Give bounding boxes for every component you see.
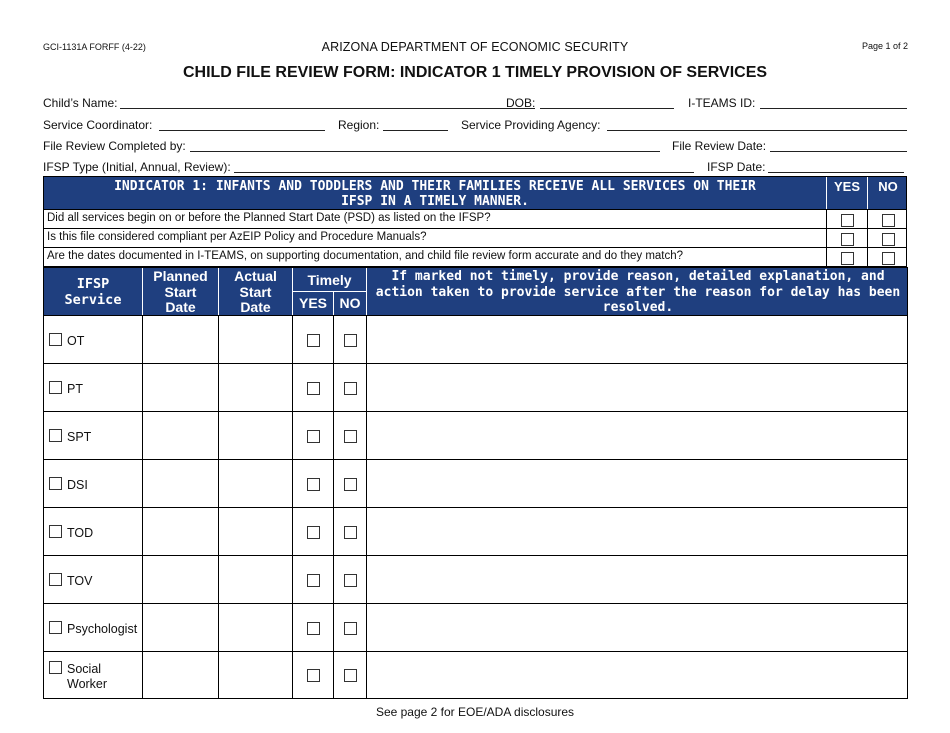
col-ifsp-service-line2: Service: [64, 292, 122, 308]
service-label-pt: PT: [67, 382, 83, 396]
indicator-question: Are the dates documented in I-TEAMS, on supporting documentation, and child file review form accurate and do they match?: [47, 250, 684, 262]
field-row-4: [43, 160, 907, 176]
service-dsi-checkbox[interactable]: [49, 477, 62, 490]
col-reason-line3: resolved.: [602, 300, 674, 315]
region-label: Region:: [338, 118, 380, 132]
social-worker-timely-no-checkbox[interactable]: [344, 669, 357, 682]
service-label-dsi: DSI: [67, 478, 88, 492]
tod-timely-no-checkbox[interactable]: [344, 526, 357, 539]
service-pt-checkbox[interactable]: [49, 381, 62, 394]
indicator-heading-line1: INDICATOR 1: INFANTS AND TODDLERS AND THEIR FAMILIES RECEIVE ALL SERVICES ON THEIR: [114, 179, 756, 194]
services-table: [43, 267, 908, 699]
service-ot-checkbox[interactable]: [49, 333, 62, 346]
service-label-worker: Worker: [67, 677, 108, 691]
service-label-social: Social: [67, 662, 102, 676]
question-1-yes-checkbox[interactable]: [841, 214, 854, 227]
service-label-psychologist: Psychologist: [67, 622, 138, 636]
service-label-ot: OT: [67, 334, 85, 348]
col-actual-line3: Date: [240, 299, 271, 315]
file-review-date-label: File Review Date:: [672, 139, 767, 153]
ifsp-type-field[interactable]: [234, 172, 694, 173]
service-social-worker-checkbox[interactable]: [49, 661, 62, 674]
col-timely-yes: YES: [298, 295, 327, 311]
dob-label: DOB:: [506, 96, 536, 110]
col-actual-line1: Actual: [234, 268, 277, 284]
col-timely-no: NO: [339, 295, 361, 311]
ot-timely-yes-checkbox[interactable]: [307, 334, 320, 347]
file-review-completed-field[interactable]: [190, 151, 660, 152]
iteams-id-field[interactable]: [760, 108, 907, 109]
indicator-no-header: NO: [878, 179, 898, 194]
col-planned-line1: Planned: [153, 268, 208, 284]
form-id: GCI-1131A FORFF (4-22): [43, 42, 146, 52]
col-actual-line2: Start: [239, 283, 272, 300]
service-coordinator-label: Service Coordinator:: [43, 118, 153, 132]
service-agency-field[interactable]: [607, 130, 907, 131]
page-title: CHILD FILE REVIEW FORM: INDICATOR 1 TIMELY PROVISION OF SERVICES: [182, 64, 768, 81]
question-2-no-checkbox[interactable]: [882, 233, 895, 246]
indicator-heading: [44, 177, 906, 209]
col-planned-line3: Date: [165, 299, 196, 315]
service-coordinator-field[interactable]: [159, 130, 325, 131]
indicator-yes-header: YES: [833, 179, 860, 194]
question-2-yes-checkbox[interactable]: [841, 233, 854, 246]
social-worker-timely-yes-checkbox[interactable]: [307, 669, 320, 682]
service-spt-checkbox[interactable]: [49, 429, 62, 442]
ifsp-date-field[interactable]: [768, 172, 904, 173]
tod-timely-yes-checkbox[interactable]: [307, 526, 320, 539]
ifsp-date-label: IFSP Date:: [707, 160, 766, 174]
indicator-question: Did all services begin on or before the Planned Start Date (PSD) as listed on the IFSP?: [47, 212, 491, 224]
child-name-field[interactable]: [120, 108, 535, 109]
pt-timely-yes-checkbox[interactable]: [307, 382, 320, 395]
indicator-heading-line2: IFSP IN A TIMELY MANNER.: [341, 194, 529, 209]
service-psychologist-checkbox[interactable]: [49, 621, 62, 634]
service-tod-checkbox[interactable]: [49, 525, 62, 538]
file-review-date-field[interactable]: [770, 151, 907, 152]
service-agency-label: Service Providing Agency:: [461, 118, 601, 132]
spt-timely-yes-checkbox[interactable]: [307, 430, 320, 443]
field-row-1: [43, 96, 907, 112]
indicator-table: [43, 176, 907, 267]
service-label-spt: SPT: [67, 430, 92, 444]
tov-timely-yes-checkbox[interactable]: [307, 574, 320, 587]
indicator-question-row: [44, 209, 906, 228]
child-name-label: Child’s Name:: [43, 96, 118, 110]
psychologist-timely-no-checkbox[interactable]: [344, 622, 357, 635]
pt-timely-no-checkbox[interactable]: [344, 382, 357, 395]
service-tov-checkbox[interactable]: [49, 573, 62, 586]
iteams-id-label: I-TEAMS ID:: [688, 96, 756, 110]
page-number: Page 1 of 2: [862, 41, 909, 51]
agency-name: ARIZONA DEPARTMENT OF ECONOMIC SECURITY: [321, 40, 629, 54]
col-reason-line2: action taken to provide service after the reason for delay has been: [375, 284, 901, 300]
field-row-2: [43, 118, 907, 134]
dsi-timely-yes-checkbox[interactable]: [307, 478, 320, 491]
dob-field[interactable]: [540, 108, 674, 109]
region-field[interactable]: [383, 130, 448, 131]
file-review-completed-label: File Review Completed by:: [43, 139, 186, 153]
service-label-tov: TOV: [67, 574, 93, 588]
col-planned-line2: Start: [164, 283, 197, 300]
indicator-question-row: [44, 228, 906, 247]
question-3-no-checkbox[interactable]: [882, 252, 895, 265]
footer-note: See page 2 for EOE/ADA disclosures: [375, 705, 575, 719]
dsi-timely-no-checkbox[interactable]: [344, 478, 357, 491]
field-row-3: [43, 139, 907, 155]
psychologist-timely-yes-checkbox[interactable]: [307, 622, 320, 635]
services-table-header: [44, 268, 907, 315]
indicator-question-row: [44, 247, 906, 266]
col-reason-line1: If marked not timely, provide reason, detailed explanation, and: [391, 269, 885, 284]
service-label-tod: TOD: [67, 526, 94, 540]
spt-timely-no-checkbox[interactable]: [344, 430, 357, 443]
question-3-yes-checkbox[interactable]: [841, 252, 854, 265]
col-timely: Timely: [307, 272, 352, 288]
col-ifsp-service-line1: IFSP: [76, 276, 110, 292]
ifsp-type-label: IFSP Type (Initial, Annual, Review):: [43, 160, 231, 174]
tov-timely-no-checkbox[interactable]: [344, 574, 357, 587]
question-1-no-checkbox[interactable]: [882, 214, 895, 227]
ot-timely-no-checkbox[interactable]: [344, 334, 357, 347]
indicator-question: Is this file considered compliant per AzEIP Policy and Procedure Manuals?: [47, 231, 427, 243]
